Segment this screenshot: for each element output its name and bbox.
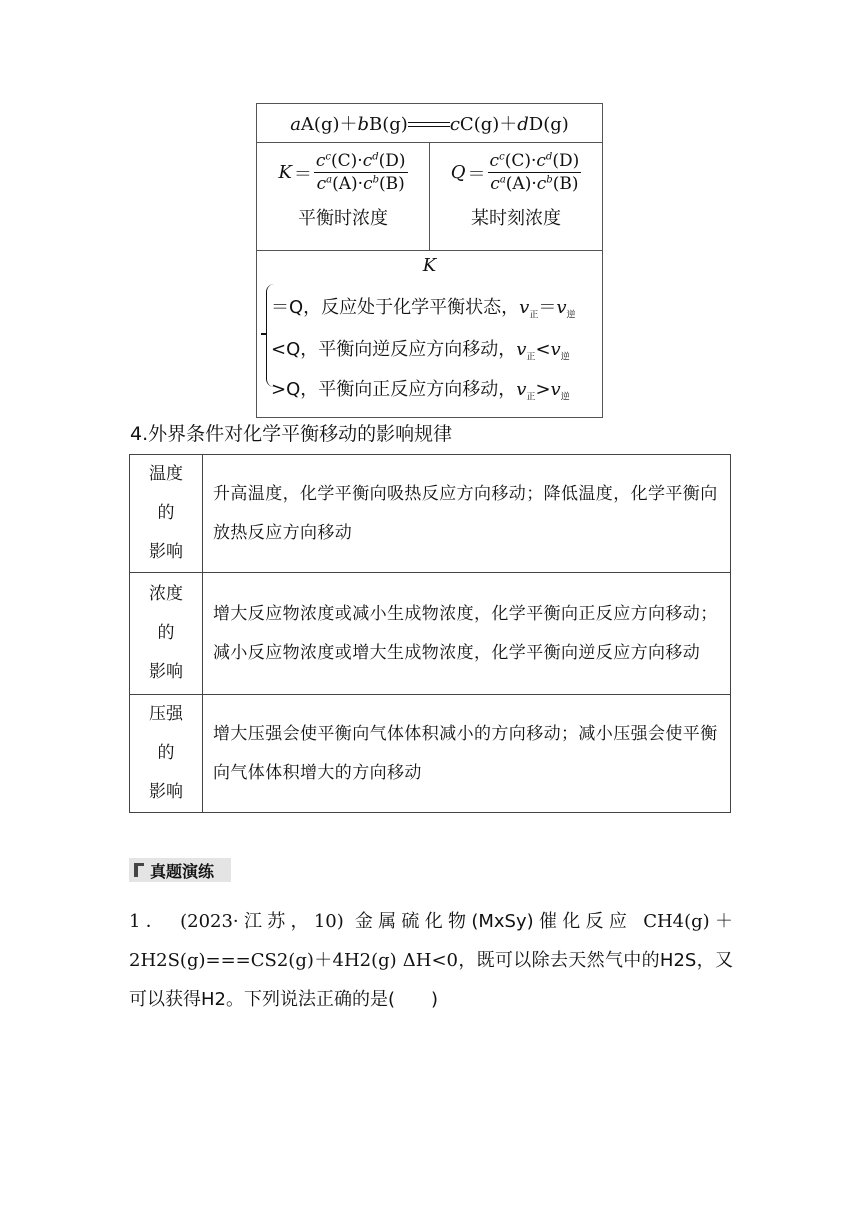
q-fraction: $\frac{c^c(C)\cdot c^d(D)}{c^a(A)\cdot c^b(B)}$: [489, 151, 580, 194]
equilibrium-table: [256, 103, 603, 418]
k-label: K: [422, 255, 437, 276]
question-delta-h: ΔH<0: [402, 950, 458, 971]
question-text-part1: 金属硫化物(MxSy)催化反应: [354, 911, 633, 932]
section-marker-icon: [134, 863, 144, 877]
question-source: (2023·江苏，10): [180, 911, 344, 932]
k-expression-cell: K ＝ $\frac{c^c(C)\cdot c^d(D)}{c^a(A)\cdot c^b(B)}$ 平衡时浓度: [278, 151, 406, 229]
section-tag: [129, 858, 231, 882]
table-row: [130, 573, 731, 695]
table-row: [130, 695, 731, 813]
equilibrium-arrow-icon: [408, 118, 450, 132]
row-text: 增大压强会使平衡向气体体积减小的方向移动；减小压强会使平衡向气体体积增大的方向移动: [203, 695, 731, 813]
reaction-equation: aA(g)＋bB(g) cC(g)＋dD(g): [257, 104, 602, 143]
k-comparison-cell: [257, 251, 602, 417]
row-label: 温度 的 影响: [130, 455, 203, 573]
table-row: [130, 455, 731, 573]
question-number: 1．: [129, 911, 170, 932]
section-tag-label: 真题演练: [150, 861, 215, 881]
k-caption: 平衡时浓度: [298, 208, 388, 229]
row-text: 升高温度，化学平衡向吸热反应方向移动；降低温度，化学平衡向放热反应方向移动: [203, 455, 731, 573]
row-text: 增大反应物浓度或减小生成物浓度，化学平衡向正反应方向移动；减小反应物浓度或增大生成物浓度，化学平衡向逆反应方向移动: [203, 573, 731, 695]
section-heading: 4.外界条件对化学平衡移动的影响规律: [130, 423, 453, 445]
condition-less: <Q，平衡向逆反应方向移动，$v_正<v_逆$: [271, 339, 570, 363]
k-fraction: $\frac{c^c(C)\cdot c^d(D)}{c^a(A)\cdot c^b(B)}$: [315, 151, 406, 194]
row-label: 浓度 的 影响: [130, 573, 203, 695]
q-caption: 某时刻浓度: [471, 208, 561, 229]
rules-table: [129, 454, 731, 813]
row-label: 压强 的 影响: [130, 695, 203, 813]
condition-equal: ＝Q，反应处于化学平衡状态，$v_正=v_逆$: [271, 297, 576, 321]
condition-greater: >Q，平衡向正反应方向移动，$v_正>v_逆$: [271, 379, 570, 403]
q-expression-cell: Q ＝ $\frac{c^c(C)\cdot c^d(D)}{c^a(A)\cdot c^b(B)}$ 某时刻浓度: [429, 143, 602, 250]
question-reaction: CH4(g)＋2H2S(g)===CS2(g)＋4H2(g): [129, 911, 733, 971]
question-1: [129, 902, 733, 1019]
question-text-part2: ，既可以除去天然气中的H2S，又可以获得H2。下列说法正确的是( ): [129, 950, 733, 1010]
